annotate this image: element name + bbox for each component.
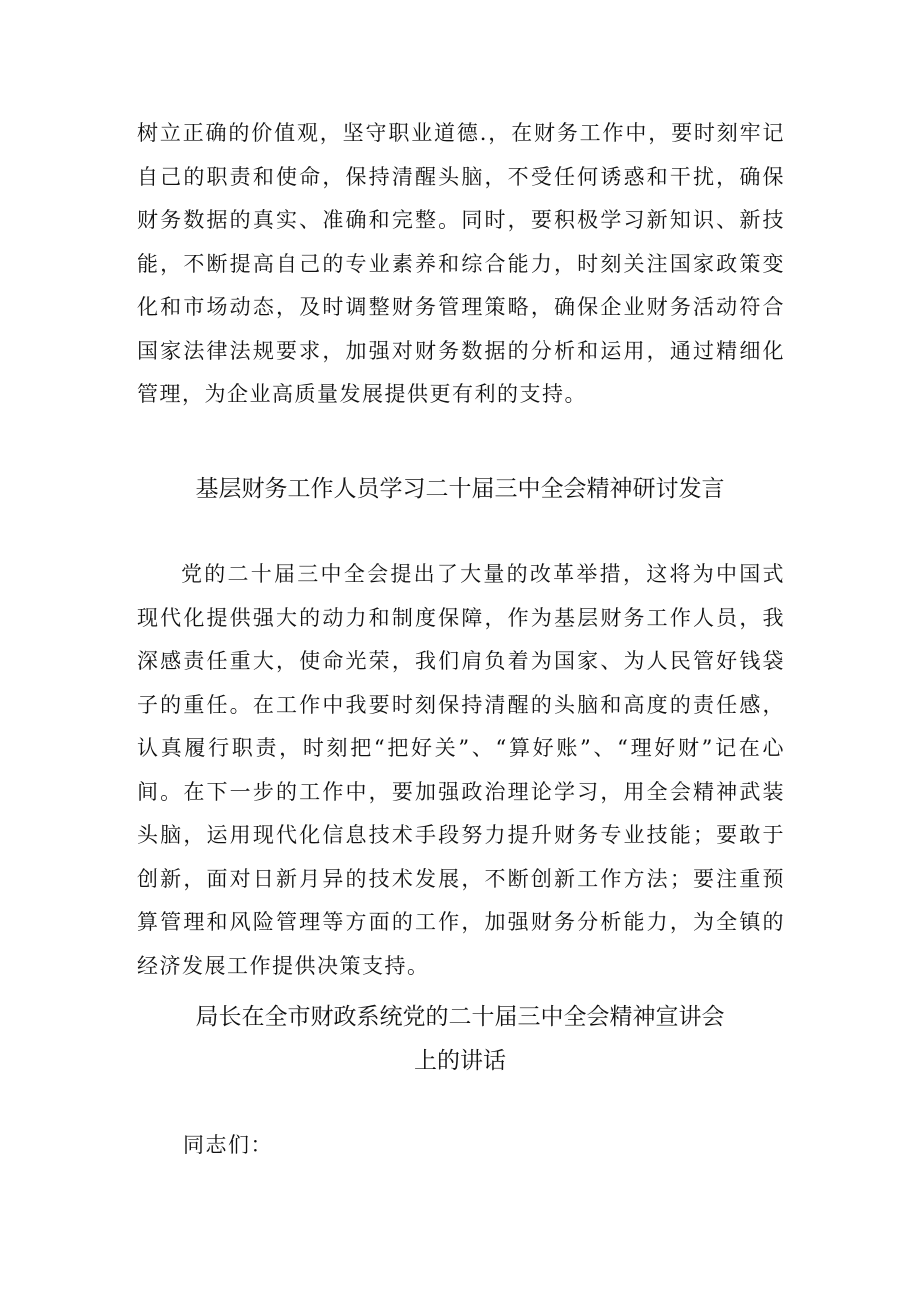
section-heading-1: 基层财务工作人员学习二十届三中全会精神研讨发言 <box>195 476 725 502</box>
section-heading-2-line-2: 上的讲话 <box>414 1048 506 1074</box>
section-heading-2 <box>120 995 800 1083</box>
body-paragraph-2: 党的二十届三中全会提出了大量的改革举措，这将为中国式现代化提供强大的动力和制度保障，作为基层财务工作人员，我深感责任重大，使命光荣，我们肩负着为国家、为人民管好钱袋子的重任。在工作中我要时刻保持清醒的头脑和高度的责任感，认真履行职责，时刻把“把好关”、“算好账”、“理好财”记在心间。在下一步的工作中，要加强政治理论学习，用全会精神武装头脑，运用现代化信息技术手段努力提升财务专业技能；要敢于创新，面对日新月异的技术发展，不断创新工作方法；要注重预算管理和风险管理等方面的工作，加强财务分析能力，为全镇的经济发展工作提供决策支持。 <box>137 562 785 978</box>
salutation: 同志们： <box>183 1133 273 1157</box>
body-paragraph-1: 树立正确的价值观，坚守职业道德.，在财务工作中，要时刻牢记自己的职责和使命，保持清醒头脑，不受任何诱惑和干扰，确保财务数据的真实、准确和完整。同时，要积极学习新知识、新技能，不断提高自己的专业素养和综合能力，时刻关注国家政策变化和市场动态，及时调整财务管理策略，确保企业财务活动符合国家法律法规要求，加强对财务数据的分析和运用，通过精细化管理，为企业高质量发展提供更有利的支持。 <box>137 121 785 406</box>
section-heading-2-line-1: 局长在全市财政系统党的二十届三中全会精神宣讲会 <box>195 1004 725 1030</box>
